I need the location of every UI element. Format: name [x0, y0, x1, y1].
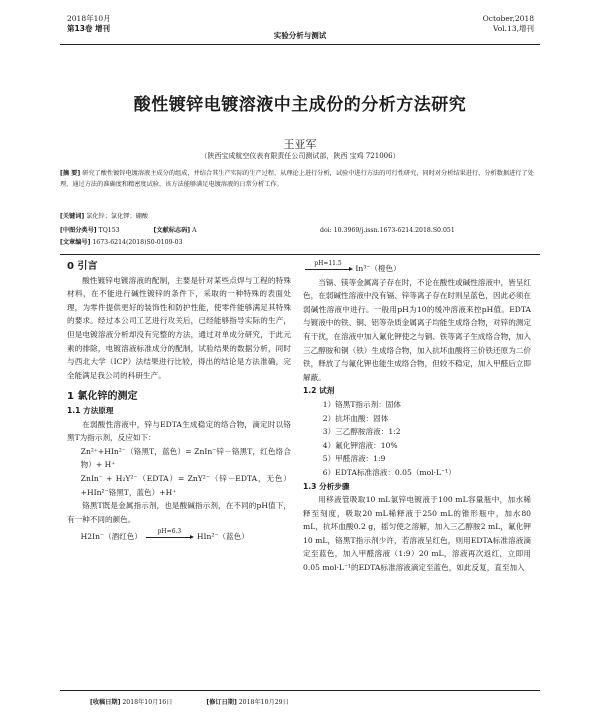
subsection-heading-reagents: 1.2 试剂: [303, 386, 335, 396]
reagent-item: 1）铬黑T指示剂：固体: [322, 399, 401, 409]
reagent-item: 2）抗坏血酸：固体: [322, 413, 389, 423]
left-column: [67, 260, 291, 544]
clc-number: TQ153: [98, 227, 120, 234]
indicator-paragraph: 铬黑T既是金属指示剂，也是酸碱指示剂，在不同的pH值下，有一种不同的颜色。: [67, 501, 291, 524]
doc-code: A: [192, 227, 197, 234]
received-date: 2018年10月16日: [122, 699, 173, 706]
footer-dates: [收稿日期] 2018年10月16日 [修订日期] 2018年10月29日: [90, 699, 289, 706]
reaction-arrow: pH=11.5: [305, 269, 351, 270]
abstract-rule: [60, 254, 540, 255]
section-heading-zinc-chloride: 1 氯化锌的测定: [67, 391, 138, 403]
reagent-item: 5）甲醛溶液：1:9: [322, 454, 386, 464]
reagent-item: 4）氟化钾溶液：10%: [322, 440, 398, 450]
classification-line: [中图分类号] TQ153 [文献标志码] A doi: 10.3969/j.issn.1673-6214.2018.S0.051: [60, 227, 455, 234]
abstract: [60, 168, 540, 190]
header-journal-section: 实验分析与测试: [273, 31, 327, 40]
abstract-text: 研究了酸性镀锌电镀溶液主成分的组成，并结合其生产实际的生产过程，从理论上进行分析，试验中进行方法的可行性研究，同时对分析结果进行，分析数据进行了处理，通过方法的准确度和精密度试验，该方法能够满足电镀溶液的日常分析工作。: [60, 170, 534, 188]
author: 王亚军: [283, 138, 317, 151]
header-month-en: October,2018: [482, 14, 534, 23]
subsection-heading-principle: 1.1 方法原理: [67, 405, 114, 415]
intro-paragraph: 酸性镀锌电镀溶液的配制，主要是针对某些点焊与工程的特殊材料，在不能进行碱性镀锌的条件下，采取的一种特殊的表面处理，为零件提供更好的装饰性和防护性能，使零件能够满足其特殊的要求。经过本公司工艺进行攻关后，已经能够指导实际的生产，但是电镀溶液分析却没有完整的方法，通过对单成分研究，于此元素的排除，电镀溶液标准成分的配制，试验结果的数据分析，同时与西北大学（ICP）法结果进行比较，得出的结论是方法准确，完全能满足我公司的科研生产。: [67, 275, 291, 380]
keywords-text: 氯化锌；氯化钾；硼酸: [86, 213, 149, 220]
equation-2: ZnIn⁻ + H₂Y²⁻（EDTA）= ZnY²⁻（锌－EDTA，无色）+HIn²⁻铬黑T，蓝色）+H⁺: [80, 473, 291, 497]
keywords: [关键词] 氯化锌；氯化钾；硼酸: [60, 213, 149, 220]
abstract-label: [摘 要]: [60, 170, 81, 177]
header-volume-en: Vol.13,增刊: [493, 24, 534, 33]
equation-3: H2In⁻（酒红色） pH=6.3 HIn²⁻（蓝色）: [80, 527, 249, 542]
interference-paragraph: 当镉、镁等金属离子存在时，不论在酸性或碱性溶液中，皆呈红色，在弱碱性溶液中没有镉、锌等离子存在时则呈蓝色，因此必须在弱碱性溶液中进行。一般用pH为10的缓冲溶液来控pH值。EDTA与镀液中的铁、铜、铝等杂质金属离子均能生成络合物，对锌的测定有干扰，在溶液中加入氟化钾使之与铜、铁等离子生成络合物，加入三乙醇胺和铜（铁）生成络合物，加入抗坏血酸将三价铁还原为二价铁，释放了与氟化钾也能生成络合物，但较不稳定，加入甲醛后立即解蔽。: [303, 277, 531, 382]
reagent-item: 6）EDTA标准溶液：0.05（mol·L⁻¹）: [322, 467, 456, 477]
revised-date: 2018年10月29日: [238, 699, 289, 706]
section-heading-intro: 0 引言: [67, 261, 98, 272]
footer-rule: [60, 690, 540, 691]
header-rule: [60, 44, 540, 45]
header-date: 2018年10月: [67, 14, 111, 23]
equation-4: pH=11.5 In³⁻（橙色）: [303, 262, 531, 276]
subsection-heading-procedure: 1.3 分析步骤: [303, 481, 350, 491]
article-number: [文章编号] 1673-6214(2018)S0-0109-03: [60, 239, 183, 246]
reaction-arrow: pH=6.3: [146, 537, 192, 538]
reagent-item: 3）三乙醇胺溶液：1:2: [322, 427, 401, 437]
affiliation: （陕西宝成航空仪表有限责任公司测试部，陕西 宝鸡 721006）: [200, 152, 400, 160]
right-column: [303, 259, 531, 575]
principle-paragraph: 在弱酸性溶液中，锌与EDTA生成稳定的络合物，滴定时以铬黑T为指示剂，反应如下：: [67, 419, 291, 443]
header-volume: 第13卷 增刊: [67, 24, 111, 33]
procedure-paragraph: 用移液管吸取10 mL氯锌电镀液于100 mL容量瓶中，加水稀释至刻度，吸取20 mL稀释液于250 mL的锥形瓶中，加水80 mL，抗坏血酸0.2 g，摇匀使之溶解，加入三乙醇胺2 mL，氟化钾10 mL，铬黑T指示剂少许，若溶液呈红色，则用EDTA标准溶液滴定至蓝色，加入甲醛溶液（1:9）20 mL，溶液再次返红，立即用0.05 mol·L⁻¹的EDTA标准溶液滴定至蓝色，如此反复，直至加入: [303, 495, 531, 573]
equation-1: Zn²⁺+HIn²⁻（铬黑T，蓝色）= ZnIn⁻锌－铬黑T，红色络合物）+ H⁺: [80, 446, 291, 470]
paper-title: 酸性镀锌电镀溶液中主成份的分析方法研究: [133, 95, 467, 115]
doi: doi: 10.3969/j.issn.1673-6214.2018.S0.051: [320, 227, 455, 234]
